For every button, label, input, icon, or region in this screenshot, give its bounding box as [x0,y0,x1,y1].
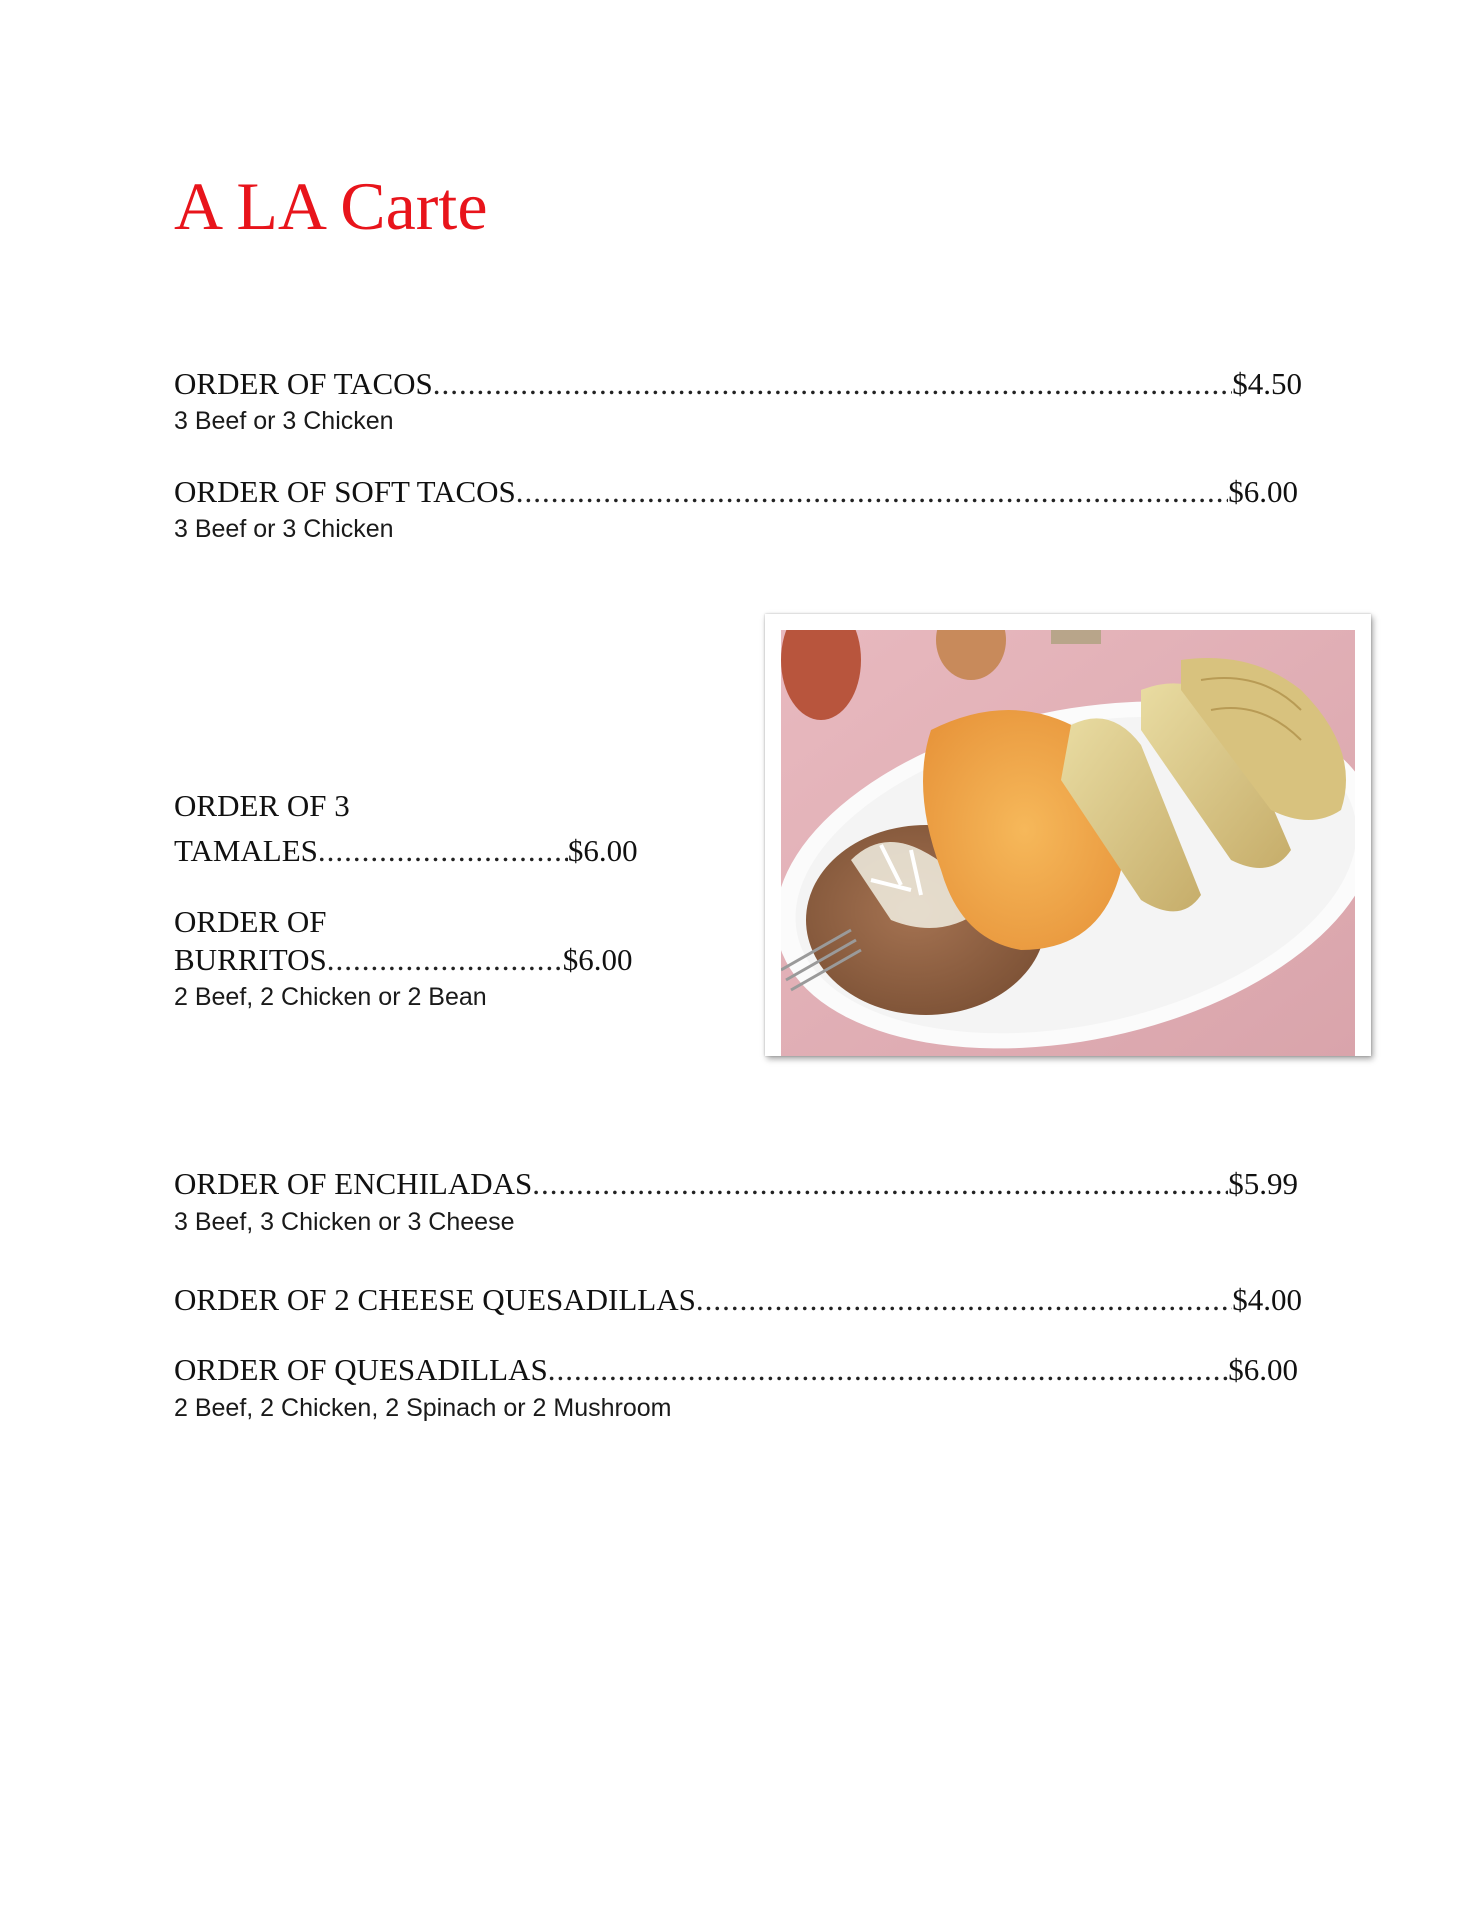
item-name: ORDER OF ENCHILADAS [174,1166,533,1201]
tamale-plate-image [781,630,1355,1056]
item-price: $6.00 [1228,1352,1298,1387]
item-name-line1: ORDER OF 3 [174,788,350,823]
dot-leader [532,1168,1228,1199]
item-description: 3 Beef, 3 Chicken or 3 Cheese [174,1208,515,1236]
item-description: 2 Beef, 2 Chicken or 2 Bean [174,983,487,1011]
item-name: ORDER OF 2 CHEESE QUESADILLAS [174,1282,696,1317]
dot-leader [433,368,1232,399]
dot-leader [696,1284,1232,1315]
dot-leader [516,476,1228,507]
item-name-line1: ORDER OF [174,904,327,939]
menu-item-tacos [174,368,1302,399]
menu-item-soft-tacos [174,476,1298,507]
item-description: 3 Beef or 3 Chicken [174,407,394,435]
menu-item-enchiladas [174,1168,1298,1199]
dot-leader [548,1354,1229,1385]
item-price: $6.00 [562,942,633,977]
dot-leader [327,944,563,975]
food-photo [765,614,1371,1056]
item-price: $4.50 [1232,366,1302,401]
item-name: TAMALES [174,833,318,868]
item-description: 2 Beef, 2 Chicken, 2 Spinach or 2 Mushroom [174,1394,672,1422]
menu-item-cheese-quesadillas [174,1284,1302,1315]
menu-item-tamales [174,835,638,866]
item-name: ORDER OF QUESADILLAS [174,1352,548,1387]
item-price: $5.99 [1228,1166,1298,1201]
item-name: ORDER OF SOFT TACOS [174,474,516,509]
menu-item-burritos [174,944,633,975]
menu-item-quesadillas [174,1354,1298,1385]
page-title: A LA Carte [174,168,488,244]
dot-leader [318,835,568,866]
item-name: BURRITOS [174,942,327,977]
item-name: ORDER OF TACOS [174,366,433,401]
item-price: $4.00 [1232,1282,1302,1317]
item-price: $6.00 [567,833,638,868]
item-price: $6.00 [1228,474,1298,509]
item-description: 3 Beef or 3 Chicken [174,515,394,543]
